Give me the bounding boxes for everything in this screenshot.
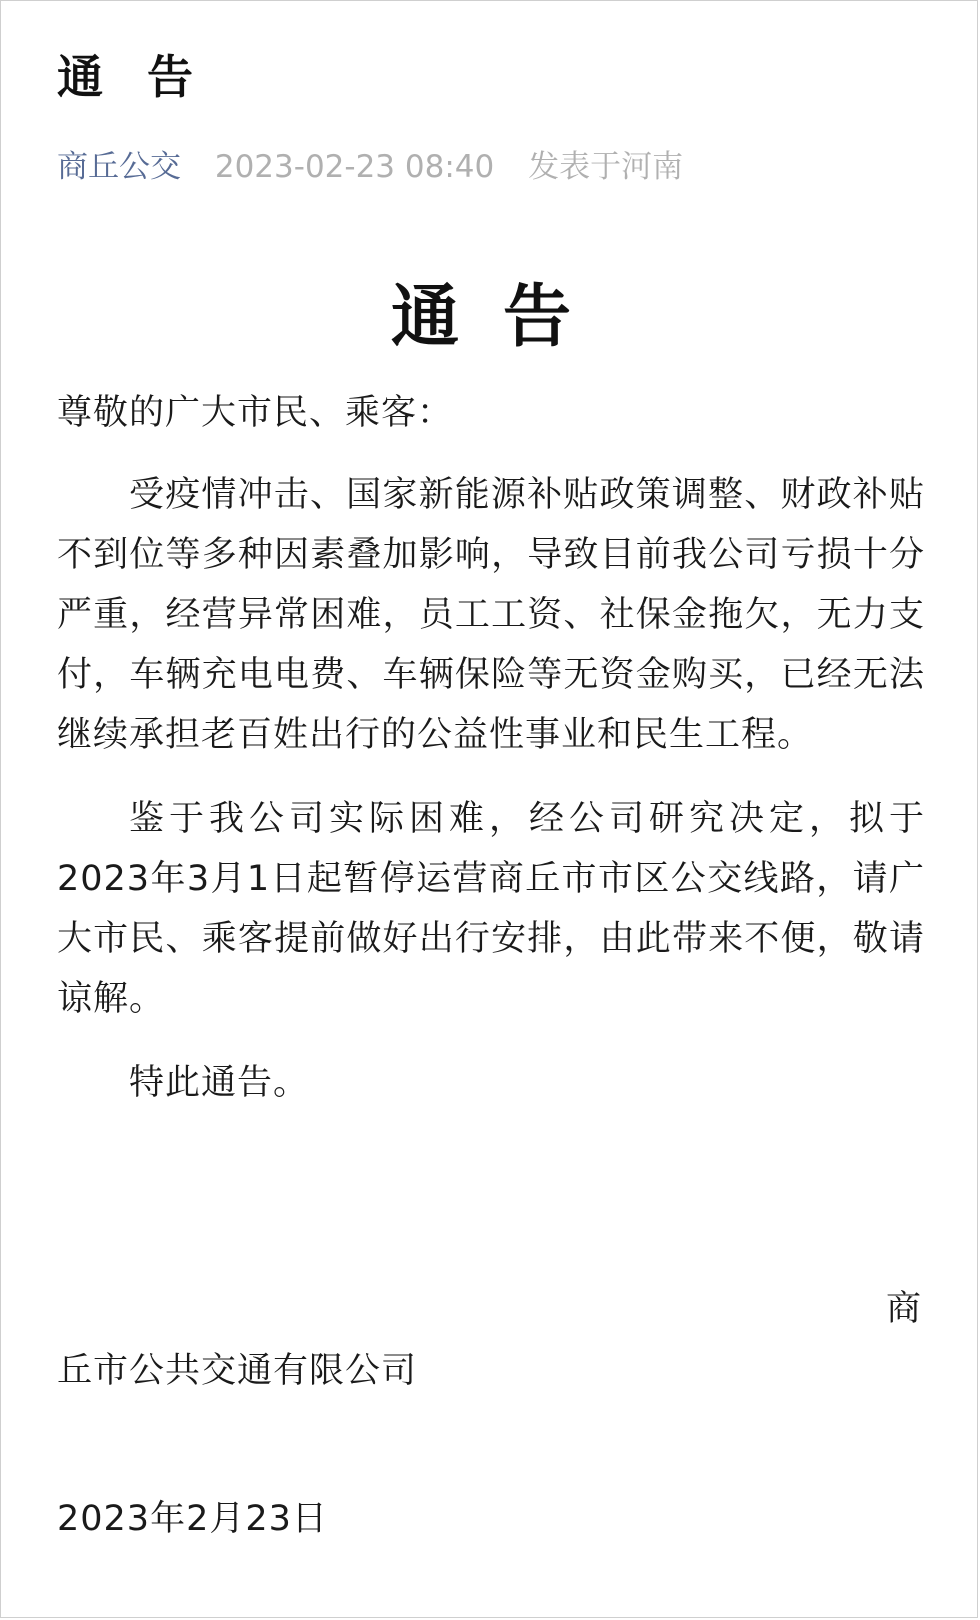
notice-closing: 特此通告。 <box>129 1063 310 1103</box>
notice-body <box>57 383 925 1113</box>
article-meta <box>57 141 683 186</box>
publish-location: 发表于河南 <box>528 149 684 185</box>
publish-time: 2023-02-23 08:40 <box>214 149 495 185</box>
notice-paragraph: 受疫情冲击、国家新能源补贴政策调整、财政补贴不到位等多种因素叠加影响，导致目前我公司亏损十分严重，经营异常困难，员工工资、社保金拖欠，无力支付，车辆充电电费、车辆保险等无资金购买，已经无法继续承担老百姓出行的公益性事业和民生工程。 <box>57 475 925 755</box>
author-link[interactable]: 商丘公交 <box>57 149 181 185</box>
notice-date: 2023年2月23日 <box>57 1499 328 1539</box>
notice-paragraph: 鉴于我公司实际困难，经公司研究决定，拟于2023年3月1日起暂停运营商丘市市区公交线路，请广大市民、乘客提前做好出行安排，由此带来不便，敬请谅解。 <box>57 799 925 1019</box>
article-title: 通 告 <box>57 50 208 104</box>
signature-company: 丘市公共交通有限公司 <box>57 1351 418 1391</box>
notice-heading: 通告 <box>390 278 615 357</box>
signature-first-char: 商 <box>885 1289 921 1329</box>
notice-greeting: 尊敬的广大市民、乘客： <box>57 393 454 433</box>
